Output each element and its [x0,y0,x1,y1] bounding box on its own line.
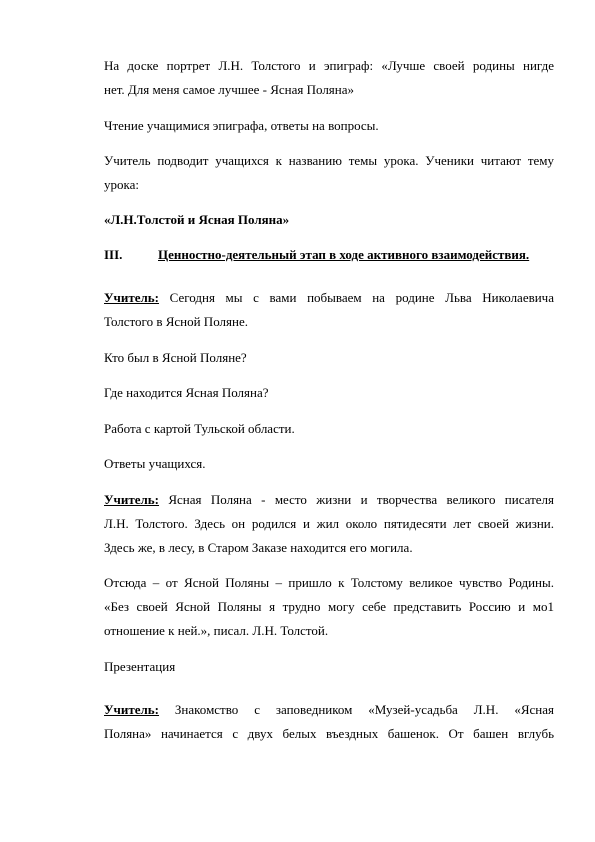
speaker-label: Учитель: [104,290,160,305]
lesson-topic: «Л.Н.Толстой и Ясная Поляна» [104,212,290,227]
paragraph-topic-intro-line-2: урока: [104,177,140,192]
speaker-text: Ясная Поляна - место жизни и творчества великого писателя [159,492,554,507]
section-title: Ценностно-деятельный этап в ходе активного взаимодействия. [158,247,530,262]
speaker-label: Учитель: [104,492,160,507]
paragraph-presentation: Презентация [104,659,176,674]
paragraph-teacher-2-line-3: Здесь же, в лесу, в Старом Заказе находится его могила. [104,540,413,555]
paragraph-teacher-3-line-2: Поляна» начинается с двух белых въездных башенок. От башен вглубь [104,726,554,741]
speaker-text: Знакомство с заповедником «Музей-усадьба Л.Н. «Ясная [159,702,554,717]
paragraph-student-answers: Ответы учащихся. [104,456,206,471]
paragraph-map-work: Работа с картой Тульской области. [104,421,295,436]
question-1: Кто был в Ясной Поляне? [104,350,247,365]
paragraph-epigraph-line-2: нет. Для меня самое лучшее - Ясная Поляна» [104,82,355,97]
paragraph-teacher-1-line-1 [104,290,554,306]
speaker-text: Сегодня мы с вами побываем на родине Льва Николаевича [159,290,554,305]
paragraph-teacher-1-line-2: Толстого в Ясной Поляне. [104,314,248,329]
paragraph-epigraph-line-1: На доске портрет Л.Н. Толстого и эпиграф: «Лучше своей родины нигде [104,58,554,73]
section-heading [104,247,554,263]
paragraph-teacher-2-line-2: Л.Н. Толстого. Здесь он родился и жил около пятидесяти лет своей жизни. [104,516,554,531]
speaker-label: Учитель: [104,702,160,717]
paragraph-epigraph-reading: Чтение учащимися эпиграфа, ответы на вопросы. [104,118,379,133]
paragraph-topic-intro-line-1: Учитель подводит учащихся к названию темы урока. Ученики читают тему [104,153,554,168]
paragraph-quote-line-2: «Без своей Ясной Поляны я трудно могу себе представить Россию и мо1 [104,599,554,614]
question-2: Где находится Ясная Поляна? [104,385,269,400]
paragraph-teacher-2-line-1 [104,492,554,508]
paragraph-teacher-3-line-1 [104,702,554,718]
paragraph-quote-line-3: отношение к ней.», писал. Л.Н. Толстой. [104,623,329,638]
paragraph-quote-line-1: Отсюда – от Ясной Поляны – пришло к Толстому великое чувство Родины. [104,575,554,590]
section-number: III. [104,247,123,262]
